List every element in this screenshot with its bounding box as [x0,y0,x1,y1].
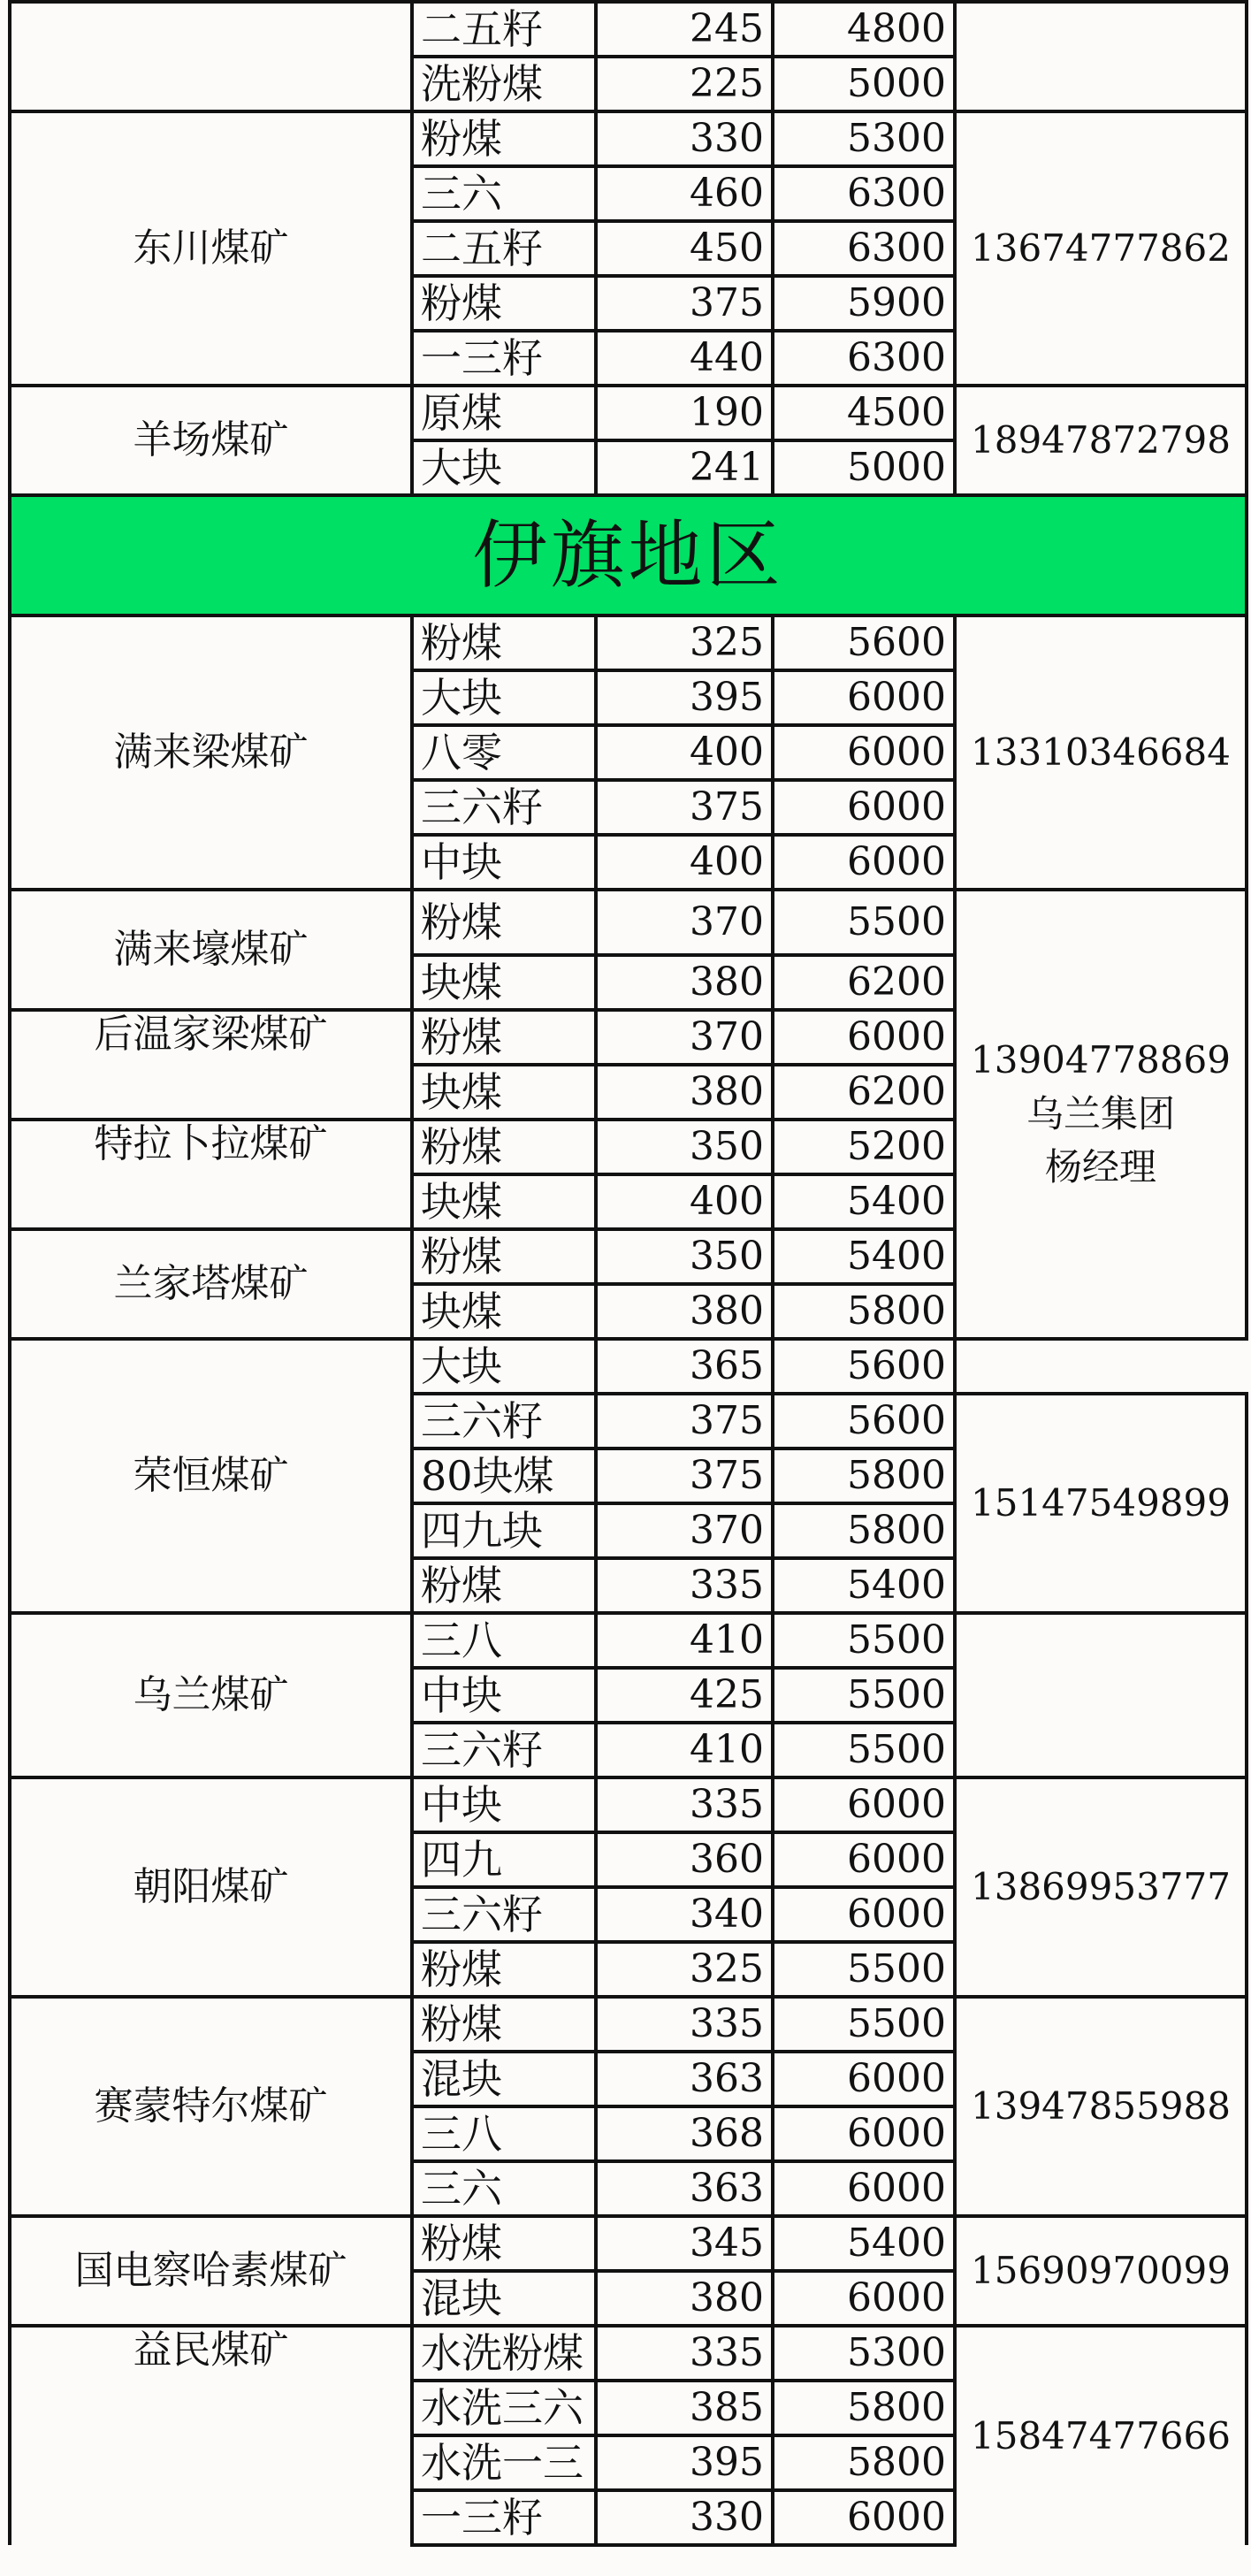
price: 380 [596,1284,773,1339]
calorie: 5800 [773,1284,955,1339]
coal-type: 粉煤 [412,111,596,166]
coal-type: 三六 [412,2161,596,2216]
calorie: 6200 [773,955,955,1010]
mine-name-cell [10,2,412,111]
calorie: 6000 [773,780,955,835]
coal-type: 三六籽 [412,780,596,835]
calorie: 6000 [773,1010,955,1065]
coal-type: 粉煤 [412,890,596,955]
table-row [10,1339,1247,1394]
mine-name: 后温家梁煤矿 [10,1010,412,1120]
calorie: 6000 [773,835,955,890]
contact-phone: 13869953777 [955,1777,1247,1997]
calorie: 5800 [773,2435,955,2490]
price: 225 [596,57,773,111]
calorie: 6300 [773,331,955,386]
mine-name: 国电察哈素煤矿 [10,2216,412,2326]
table-row [10,1613,1247,1668]
price: 380 [596,1065,773,1120]
coal-type: 水洗一三 [412,2435,596,2490]
mine-name: 赛蒙特尔煤矿 [10,1997,412,2216]
coal-type: 块煤 [412,1065,596,1120]
coal-type: 混块 [412,2052,596,2106]
contact-phone: 15147549899 [955,1394,1247,1613]
price: 395 [596,670,773,725]
price: 363 [596,2161,773,2216]
price: 241 [596,440,773,495]
calorie: 5400 [773,1229,955,1284]
price: 325 [596,1942,773,1997]
price: 375 [596,1449,773,1503]
contact-phone: 18947872798 [955,386,1247,495]
coal-type: 三六籽 [412,1394,596,1449]
coal-type: 中块 [412,1668,596,1723]
price: 325 [596,615,773,670]
coal-type: 大块 [412,440,596,495]
price: 345 [596,2216,773,2271]
calorie: 5400 [773,1558,955,1613]
price: 380 [596,2271,773,2326]
calorie: 6000 [773,1832,955,1887]
calorie: 5600 [773,1394,955,1449]
coal-type: 粉煤 [412,276,596,331]
price: 400 [596,835,773,890]
coal-type: 粉煤 [412,615,596,670]
coal-type: 大块 [412,670,596,725]
price: 375 [596,780,773,835]
wulan-group-contact-cell [955,890,1247,1339]
price: 400 [596,1174,773,1229]
calorie: 5300 [773,2326,955,2381]
calorie: 6000 [773,725,955,780]
coal-type: 块煤 [412,955,596,1010]
price: 360 [596,1832,773,1887]
price: 410 [596,1723,773,1777]
contact-phone: 13947855988 [955,1997,1247,2216]
mine-name: 朝阳煤矿 [10,1777,412,1997]
mine-name: 满来梁煤矿 [10,615,412,890]
price: 335 [596,1997,773,2052]
price: 350 [596,1229,773,1284]
coal-type: 中块 [412,835,596,890]
region-banner-row [10,495,1247,615]
price: 395 [596,2435,773,2490]
coal-type: 块煤 [412,1174,596,1229]
contact-person: 杨经理 [1044,1145,1156,1189]
price: 375 [596,276,773,331]
table-row [10,386,1247,440]
table-row [10,2326,1247,2381]
coal-type: 中块 [412,1777,596,1832]
coal-type: 80块煤 [412,1449,596,1503]
price: 380 [596,955,773,1010]
coal-type: 粉煤 [412,1997,596,2052]
price: 410 [596,1613,773,1668]
price: 385 [596,2381,773,2435]
table-row [10,615,1247,670]
price: 335 [596,1777,773,1832]
calorie: 5500 [773,1613,955,1668]
price: 425 [596,1668,773,1723]
calorie: 5800 [773,1449,955,1503]
calorie: 5500 [773,1668,955,1723]
calorie: 5000 [773,440,955,495]
calorie: 4800 [773,2,955,57]
price: 400 [596,725,773,780]
price: 335 [596,2326,773,2381]
calorie: 5900 [773,276,955,331]
mine-name: 东川煤矿 [10,111,412,386]
coal-type: 块煤 [412,1284,596,1339]
table-row [10,111,1247,166]
calorie: 5500 [773,1997,955,2052]
price: 363 [596,2052,773,2106]
mine-name: 羊场煤矿 [10,386,412,495]
coal-type: 水洗粉煤 [412,2326,596,2381]
calorie: 6300 [773,221,955,276]
price: 365 [596,1339,773,1394]
contact-phone: 13310346684 [955,615,1247,890]
mine-name: 乌兰煤矿 [10,1613,412,1777]
mine-name: 益民煤矿 [10,2326,412,2545]
calorie: 6000 [773,2106,955,2161]
price: 368 [596,2106,773,2161]
coal-type: 粉煤 [412,1229,596,1284]
coal-type: 二五籽 [412,2,596,57]
coal-type: 四九块 [412,1503,596,1558]
mine-name: 荣恒煤矿 [10,1339,412,1613]
calorie: 5500 [773,1723,955,1777]
coal-type: 粉煤 [412,1010,596,1065]
calorie: 6200 [773,1065,955,1120]
coal-type: 水洗三六 [412,2381,596,2435]
calorie: 4500 [773,386,955,440]
mine-name: 满来壕煤矿 [10,890,412,1010]
calorie: 6300 [773,166,955,221]
contact-phone: 13904778869 [971,1037,1231,1082]
coal-type: 粉煤 [412,1120,596,1174]
price: 335 [596,1558,773,1613]
table-row [10,1777,1247,1832]
coal-type: 三六籽 [412,1887,596,1942]
contact-phone: 15847477666 [955,2326,1247,2545]
contact-phone: 15690970099 [955,2216,1247,2326]
calorie: 6000 [773,670,955,725]
coal-type: 粉煤 [412,1558,596,1613]
coal-type: 三六 [412,166,596,221]
calorie: 6000 [773,2161,955,2216]
price: 370 [596,890,773,955]
mine-name: 兰家塔煤矿 [10,1229,412,1339]
empty-contact-cell [955,1613,1247,1777]
price: 370 [596,1503,773,1558]
calorie: 5400 [773,1174,955,1229]
coal-price-table [8,0,1248,2547]
price: 460 [596,166,773,221]
price: 330 [596,111,773,166]
calorie: 5500 [773,890,955,955]
coal-type: 三八 [412,2106,596,2161]
coal-type: 洗粉煤 [412,57,596,111]
coal-type: 粉煤 [412,1942,596,1997]
price: 330 [596,2490,773,2545]
price: 350 [596,1120,773,1174]
price: 375 [596,1394,773,1449]
price: 450 [596,221,773,276]
calorie: 5400 [773,2216,955,2271]
coal-type: 四九 [412,1832,596,1887]
table-row [10,1997,1247,2052]
coal-type: 八零 [412,725,596,780]
coal-type: 大块 [412,1339,596,1394]
price: 440 [596,331,773,386]
table-row [10,2216,1247,2271]
contact-phone: 13674777862 [955,111,1247,386]
contact-cell [955,2,1247,111]
calorie: 6000 [773,1887,955,1942]
calorie: 5000 [773,57,955,111]
coal-type: 原煤 [412,386,596,440]
coal-type: 三八 [412,1613,596,1668]
price: 340 [596,1887,773,1942]
coal-type: 三六籽 [412,1723,596,1777]
table-row [10,2,1247,57]
calorie: 6000 [773,2490,955,2545]
region-banner: 伊旗地区 [10,495,1247,615]
price: 245 [596,2,773,57]
calorie: 5600 [773,615,955,670]
calorie: 5800 [773,1503,955,1558]
calorie: 6000 [773,1777,955,1832]
coal-type: 粉煤 [412,2216,596,2271]
mine-name: 特拉卜拉煤矿 [10,1120,412,1229]
calorie: 6000 [773,2052,955,2106]
empty-cell [955,1339,1247,1394]
coal-type: 一三籽 [412,331,596,386]
contact-org: 乌兰集团 [1026,1091,1175,1135]
calorie: 5200 [773,1120,955,1174]
price: 370 [596,1010,773,1065]
calorie: 5300 [773,111,955,166]
table-row [10,890,1247,955]
coal-type: 一三籽 [412,2490,596,2545]
calorie: 6000 [773,2271,955,2326]
calorie: 5500 [773,1942,955,1997]
calorie: 5600 [773,1339,955,1394]
coal-type: 混块 [412,2271,596,2326]
calorie: 5800 [773,2381,955,2435]
price: 190 [596,386,773,440]
coal-type: 二五籽 [412,221,596,276]
